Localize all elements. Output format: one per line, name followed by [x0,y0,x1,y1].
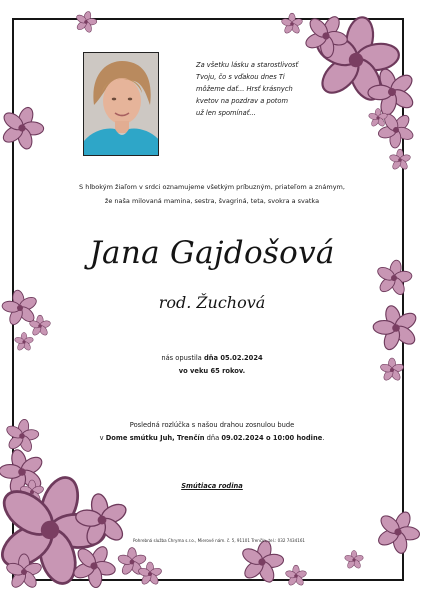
flower-icon [281,13,304,34]
flower-icon [389,149,412,170]
farewell-datetime: 09.02.2024 o 10:00 hodine [221,434,323,442]
death-prefix: nás opustila [161,354,202,362]
flower-icon [0,100,51,156]
flower-icon [369,503,424,561]
farewell-middle: dňa [206,434,220,442]
poem-line: už len spomínať... [196,109,256,117]
announcement-line-2: že naša milovaná mamina, sestra, švagriná, teta, svokra a svatka [104,197,320,205]
flower-icon [236,536,289,587]
farewell-prefix: v [99,434,104,442]
poem-line: Tvoju, čo s vďakou dnes Ti [196,73,285,81]
flower-icon [137,562,162,586]
poem-line: kvetov na pozdrav a potom [196,97,289,105]
farewell-suffix: . [322,434,325,442]
death-date: dňa 05.02.2024 [203,354,263,362]
deceased-name: Jana Gajdošová [89,235,335,271]
poem-line: Za všetku lásku a starostlivosť [196,61,299,69]
flower-icon [14,332,34,351]
flower-icon [72,9,99,36]
farewell-line-2 [30,432,394,445]
portrait-photo [83,52,159,156]
poem-line: môžeme dať... Hrsť krásnych [196,85,293,93]
family-signature: Smútiaca rodina [181,482,243,490]
flower-icon [344,550,364,569]
farewell-line-1: Posledná rozlúčka s našou drahou zosnulou bude [129,421,295,429]
memorial-poem [196,59,336,119]
flower-icon [285,565,308,586]
farewell-place: Dome smútku Juh, Trenčín [105,434,205,442]
age-line: vo veku 65 rokov. [178,367,246,375]
funeral-service-footer: Pohrebná služba Chryma s.r.o., Mierové nám. č. 5, 91101 Trenčín, tel.: 032 7434161 [132,538,306,543]
death-date-line [30,352,394,365]
announcement-line-1: S hlbokým žiaľom v srdci oznamujeme všetkým príbuzným, priateľom a známym, [79,183,345,191]
maiden-name: rod. Žuchová [158,293,266,312]
